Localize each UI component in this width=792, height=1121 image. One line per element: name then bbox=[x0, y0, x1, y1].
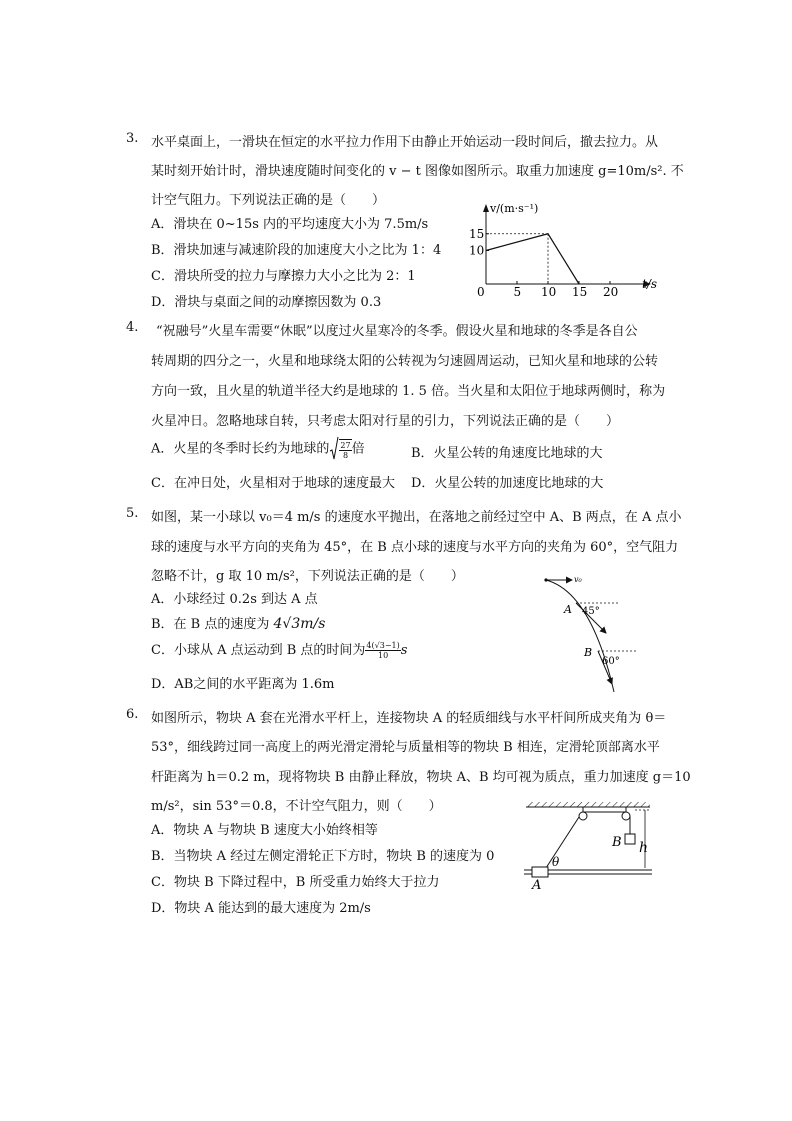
q6-option-c: C．物块 B 下降过程中，B 所受重力始终大于拉力 bbox=[151, 875, 440, 890]
theta-label: θ bbox=[552, 855, 560, 869]
projectile-figure bbox=[536, 572, 646, 692]
block-a bbox=[532, 867, 548, 877]
v0-label: v₀ bbox=[574, 575, 582, 584]
angle-a-label: 45° bbox=[582, 606, 600, 617]
vt-chart-series bbox=[486, 234, 579, 284]
q4-option-a-frac-den: 8 bbox=[342, 450, 349, 460]
pulley-figure bbox=[520, 800, 660, 890]
q3-option-c: C．滑块所受的拉力与摩擦力大小之比为 2：1 bbox=[151, 269, 416, 284]
q4-option-a bbox=[151, 436, 365, 462]
vt-chart-ylabel: v/(m·s⁻¹) bbox=[490, 202, 539, 215]
q4-stem-line-4: 火星冲日。忽略地球自转，只考虑太阳对行星的引力，下列说法正确的是（ ） bbox=[151, 414, 620, 429]
q5-stem-line-3: 忽略不计，g 取 10 m/s²，下列说法正确的是（ ） bbox=[151, 569, 464, 584]
q5-option-c-frac-num: 4(√3−1) bbox=[366, 641, 400, 650]
q4-option-d: D．火星公转的加速度比地球的大 bbox=[411, 476, 604, 491]
q3-stem-line-1: 水平桌面上，一滑块在恒定的水平拉力作用下由静止开始运动一段时间后，撤去拉力。从 bbox=[151, 135, 659, 150]
q5-stem-line-2: 球的速度与水平方向的夹角为 45°，在 B 点小球的速度与水平方向的夹角为 60°，空气阻力 bbox=[151, 540, 679, 555]
h-label: h bbox=[639, 840, 649, 856]
block-b bbox=[625, 834, 635, 844]
x-tick-label: 5 bbox=[513, 285, 522, 299]
q5-option-b bbox=[151, 613, 325, 632]
q5-option-a: A．小球经过 0.2s 到达 A 点 bbox=[151, 592, 318, 607]
q4-option-a-frac-num: 27 bbox=[340, 440, 351, 450]
string-to-a bbox=[546, 817, 579, 868]
block-a-label: A bbox=[532, 878, 542, 890]
q5-stem-line-1: 如图，某一小球以 v₀＝4 m/s 的速度水平抛出，在落地之前经过空中 A、B 两点，在 A 点小 bbox=[151, 510, 682, 525]
q3-option-d: D．滑块与桌面之间的动摩擦因数为 0.3 bbox=[151, 295, 382, 310]
point-a-label: A bbox=[564, 603, 572, 616]
x-tick-label: 0 bbox=[477, 285, 485, 299]
q4-number: 4. bbox=[126, 320, 139, 335]
y-axis-arrow bbox=[483, 204, 489, 212]
block-b-label: B bbox=[612, 835, 622, 850]
q5-option-c-frac-den: 10 bbox=[377, 651, 389, 660]
q6-stem-line-3: 杆距离为 h＝0.2 m，现将物块 B 由静止释放，物块 A、B 均可视为质点，重力加速度 g＝10 bbox=[151, 770, 691, 785]
q4-stem-line-1: “祝融号”火星车需要“休眠”以度过火星寒冷的冬季。假设火星和地球的冬季是各自公 bbox=[156, 324, 638, 339]
angle-b-label: 60° bbox=[602, 656, 620, 667]
velocity-line bbox=[486, 234, 579, 284]
left-pulley bbox=[579, 812, 587, 820]
q3-stem-line-3: 计空气阻力。下列说法正确的是（ ） bbox=[151, 193, 386, 208]
q5-option-c-unit: s bbox=[400, 643, 408, 658]
q5-option-b-math: 4√3m/s bbox=[273, 616, 326, 632]
q6-option-d: D．物块 A 能达到的最大速度为 2m/s bbox=[151, 901, 371, 916]
q6-stem-line-4: m/s²，sin 53°＝0.8，不计空气阻力，则（ ） bbox=[151, 799, 442, 814]
q5-option-c-text: C．小球从 A 点运动到 B 点的时间为 bbox=[151, 643, 366, 658]
ceiling-hatch bbox=[526, 802, 650, 807]
vt-chart-axes bbox=[483, 204, 651, 287]
q3-option-a: A．滑块在 0~15s 内的平均速度大小为 7.5m/s bbox=[151, 217, 429, 232]
q6-number: 6. bbox=[126, 707, 139, 722]
q3-stem-line-2: 某时刻开始计时，滑块速度随时间变化的 v − t 图像如图所示。取重力加速度 g=10m/s². 不 bbox=[151, 164, 684, 179]
q4-option-c: C．在冲日处，火星相对于地球的速度最大 bbox=[151, 476, 395, 491]
q3-number: 3. bbox=[126, 131, 139, 146]
q4-stem-line-2: 转周期的四分之一，火星和地球绕太阳的公转视为匀速圆周运动，已知火星和地球的公转 bbox=[151, 354, 659, 369]
q4-stem-line-3: 方向一致，且火星的轨道半径大约是地球的 1. 5 倍。当火星和太阳位于地球两侧时，称为 bbox=[151, 384, 666, 399]
q4-option-b: B．火星公转的角速度比地球的大 bbox=[411, 446, 603, 461]
q5-option-c bbox=[151, 640, 407, 662]
vt-chart-guides bbox=[486, 234, 548, 284]
x-tick-label: 10 bbox=[541, 285, 557, 299]
sqrt-symbol bbox=[329, 436, 339, 462]
vt-chart bbox=[462, 198, 672, 308]
q6-stem-line-1: 如图所示，物块 A 套在光滑水平杆上，连接物块 A 的轻质细线与水平杆间所成夹角为 θ＝ bbox=[151, 711, 667, 726]
q3-option-b: B．滑块加速与减速阶段的加速度大小之比为 1：4 bbox=[151, 243, 442, 258]
q6-option-b: B．当物块 A 经过左侧定滑轮正下方时，物块 B 的速度为 0 bbox=[151, 849, 495, 864]
vt-chart-ticks bbox=[469, 227, 618, 299]
x-tick-label: 20 bbox=[603, 285, 619, 299]
y-tick-label: 10 bbox=[469, 243, 485, 258]
q4-option-a-suffix: 倍 bbox=[351, 441, 365, 457]
q5-number: 5. bbox=[126, 506, 139, 521]
q6-option-a: A．物块 A 与物块 B 速度大小始终相等 bbox=[151, 823, 378, 838]
x-tick-label: 15 bbox=[572, 285, 588, 299]
y-tick-label: 15 bbox=[469, 226, 485, 241]
point-b-label: B bbox=[584, 646, 593, 659]
right-pulley bbox=[622, 812, 630, 820]
q5-option-b-text: B．在 B 点的速度为 bbox=[151, 617, 274, 632]
q5-option-d: D．AB之间的水平距离为 1.6m bbox=[151, 677, 335, 692]
q6-stem-line-2: 53°，细线跨过同一高度上的两光滑定滑轮与质量相等的物块 B 相连，定滑轮顶部离水平 bbox=[151, 740, 660, 755]
trajectory-curve bbox=[546, 580, 614, 692]
q4-option-a-text: A．火星的冬季时长约为地球的 bbox=[151, 441, 330, 457]
vt-chart-xlabel: t/s bbox=[642, 277, 658, 291]
